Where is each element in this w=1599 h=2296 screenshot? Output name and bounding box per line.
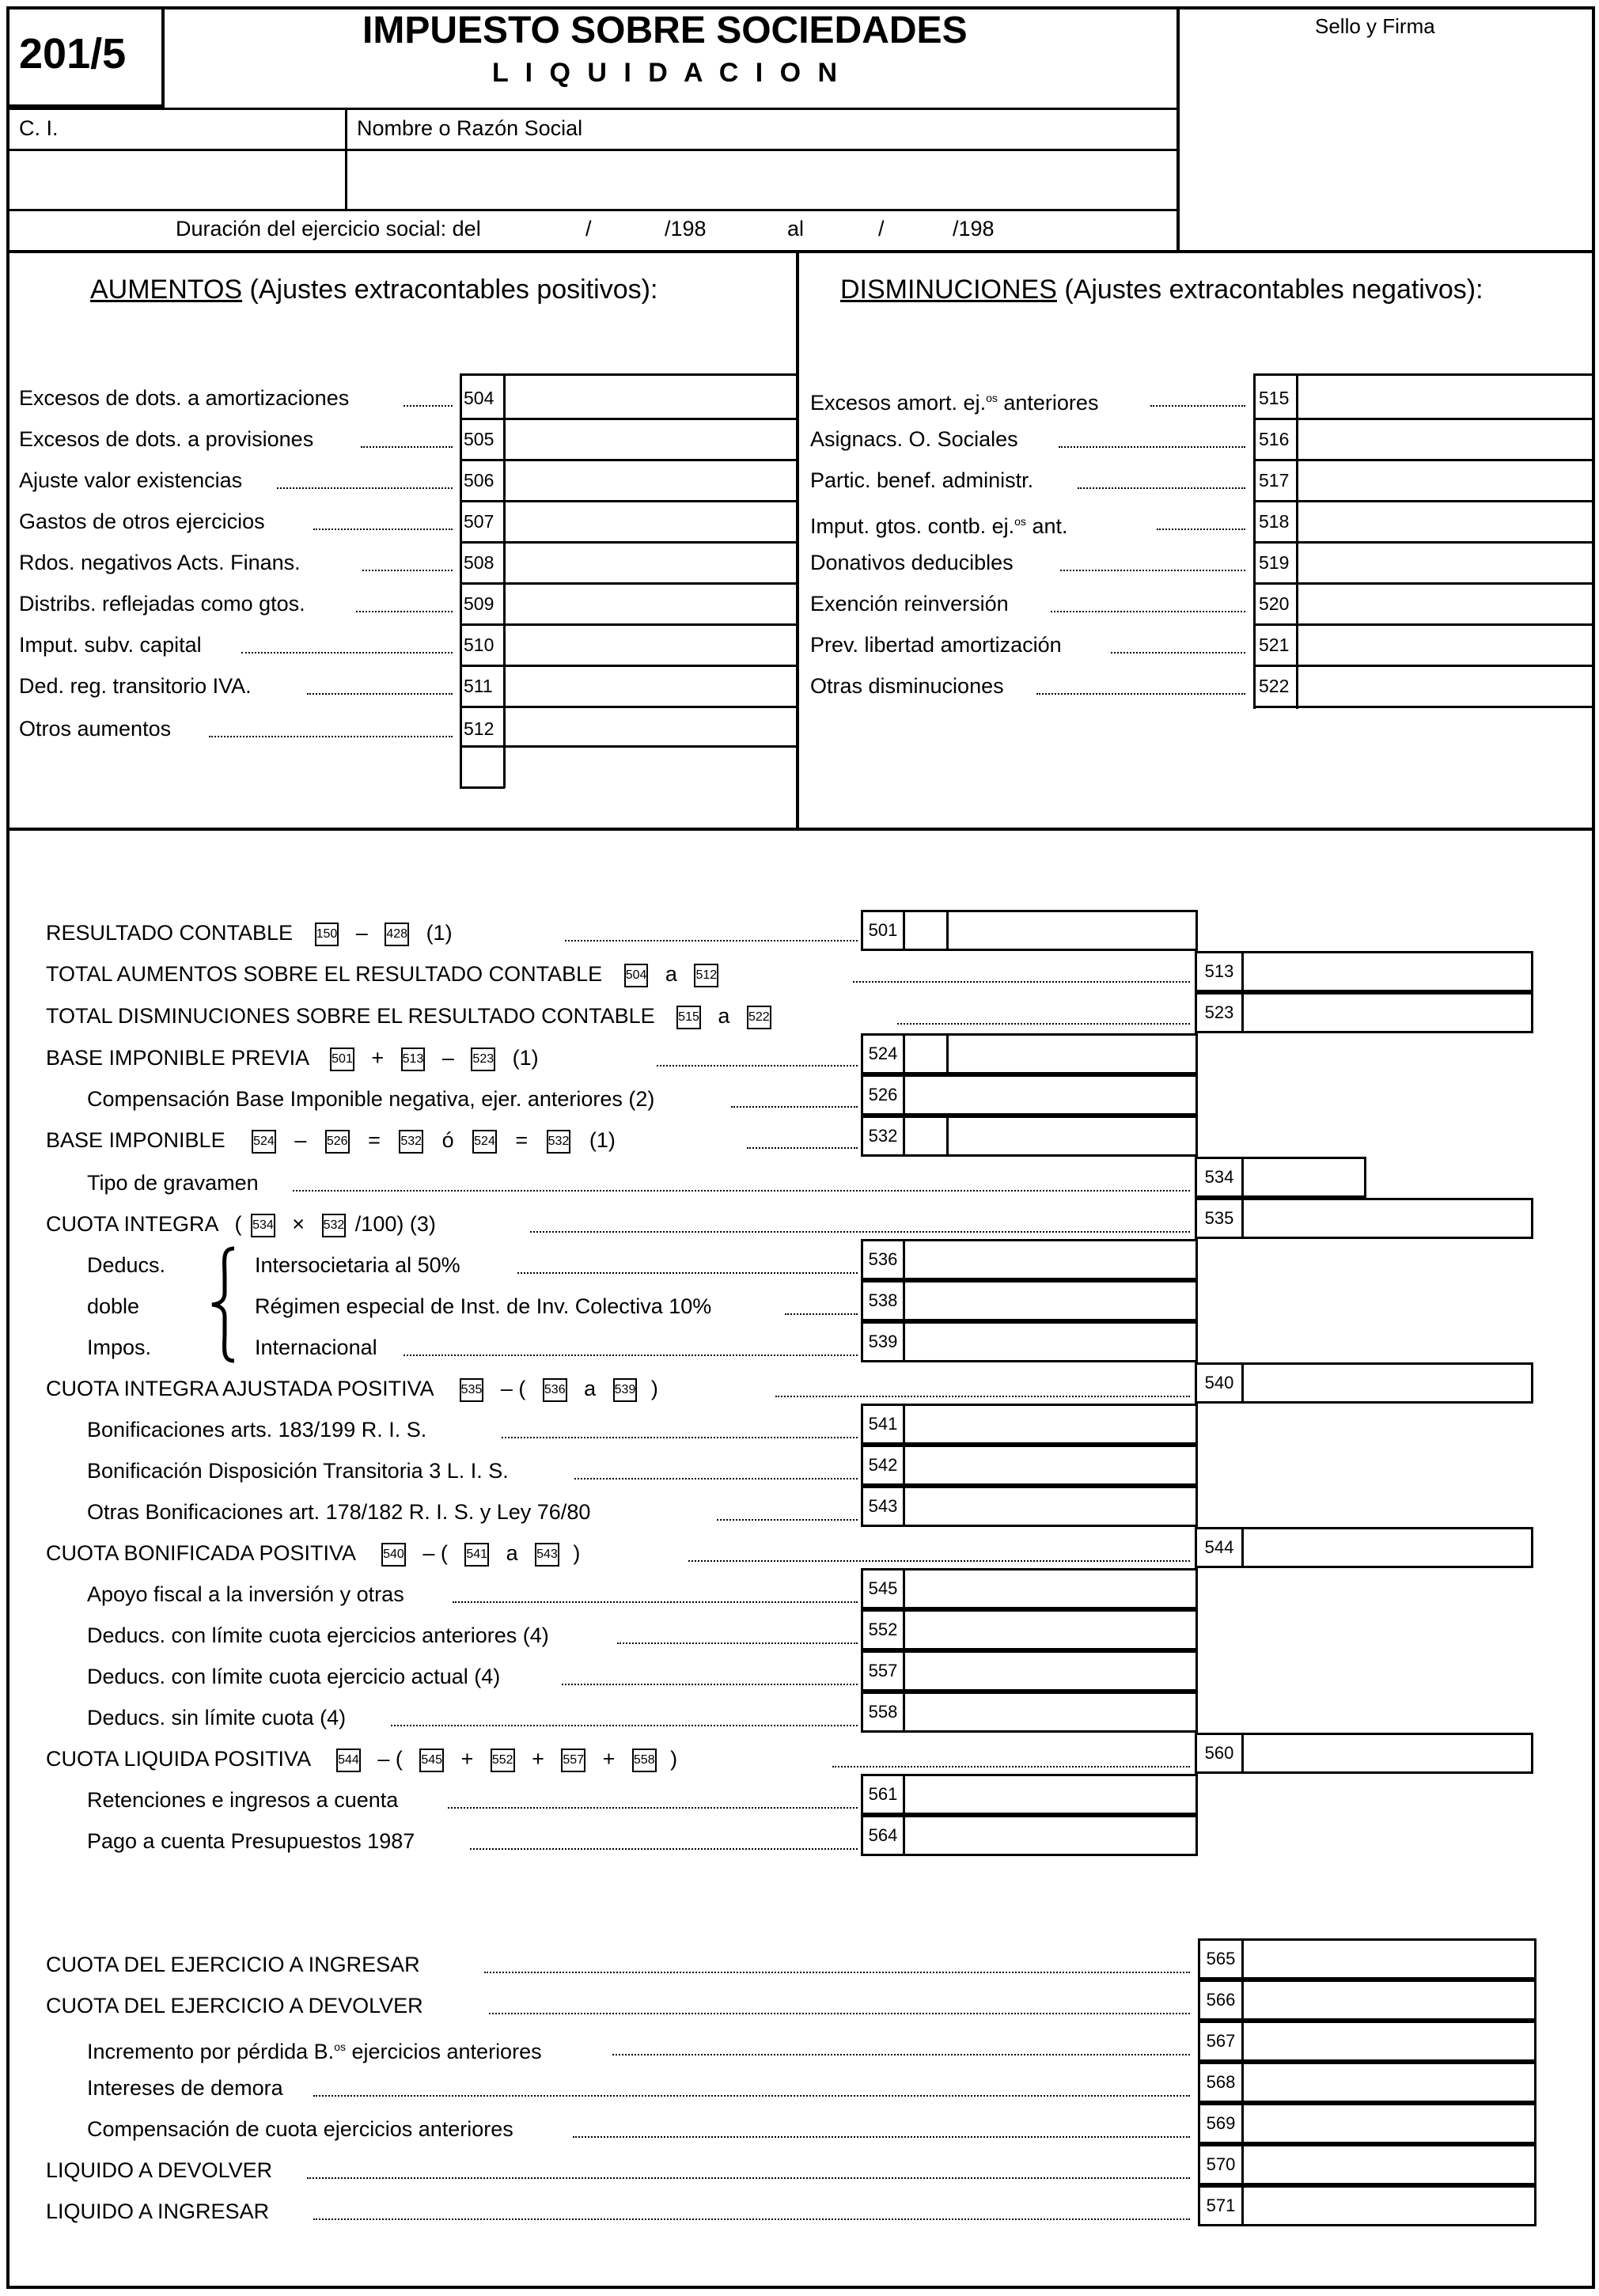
label-568: Intereses de demora	[87, 2076, 283, 2100]
leader-558	[391, 1725, 858, 1726]
code-571: 571	[1198, 2185, 1244, 2226]
ref-541: 541	[464, 1543, 489, 1567]
rule-512	[460, 745, 798, 748]
disminuciones-label-518: Imput. gtos. contb. ej.$^{os}$ ant.	[810, 514, 1068, 538]
code-561: 561	[861, 1774, 905, 1815]
code-520: 520	[1259, 593, 1290, 614]
tail-535: /100) (3)	[354, 1212, 436, 1236]
code-534: 534	[1195, 1157, 1244, 1198]
label-569: Compensación de cuota ejercicios anteriores	[87, 2117, 513, 2141]
disminuciones-label-516: Asignacs. O. Sociales	[810, 427, 1018, 451]
aumentos-label-510: Imput. subv. capital	[19, 633, 202, 657]
code-517: 517	[1259, 470, 1290, 491]
code-558: 558	[861, 1692, 905, 1733]
label-535	[46, 1211, 436, 1237]
name-field[interactable]	[350, 152, 1173, 207]
leader-535	[530, 1231, 1190, 1233]
field-524-b[interactable]	[946, 1033, 1198, 1074]
leader-564	[470, 1848, 858, 1850]
field-513[interactable]	[1241, 951, 1533, 992]
code-565: 565	[1198, 1938, 1244, 1980]
code-509: 509	[464, 593, 494, 614]
aumentos-bottom-rule	[460, 786, 505, 789]
leader-519	[1060, 570, 1245, 571]
name-rule	[6, 149, 1179, 151]
disminuciones-top-rule	[1253, 373, 1595, 376]
field-569[interactable]	[1241, 2103, 1536, 2144]
leader-543	[717, 1519, 858, 1521]
field-557[interactable]	[903, 1650, 1198, 1692]
leader-545	[453, 1601, 858, 1603]
code-541: 541	[861, 1404, 905, 1445]
seal-divider	[1177, 6, 1180, 250]
ref-504: 504	[624, 964, 649, 987]
aumentos-heading-rest: (Ajustes extracontables positivos):	[242, 275, 658, 305]
leader-516	[1059, 446, 1245, 448]
label-501-text: RESULTADO CONTABLE	[46, 921, 294, 945]
field-535[interactable]	[1241, 1198, 1533, 1239]
note-524: (1)	[512, 1046, 539, 1070]
field-545[interactable]	[903, 1568, 1198, 1609]
disminuciones-label-517: Partic. benef. administr.	[810, 468, 1034, 492]
ref-522: 522	[747, 1006, 771, 1029]
ci-divider	[345, 108, 347, 209]
code-516: 516	[1259, 429, 1290, 449]
op-524-2: –	[441, 1046, 454, 1070]
ref-532-a: 532	[399, 1130, 423, 1154]
ref-539: 539	[613, 1378, 638, 1402]
ref-540: 540	[381, 1543, 406, 1567]
header-rule	[6, 108, 1179, 110]
leader-524	[657, 1065, 858, 1067]
disminuciones-label-520: Exención reinversión	[810, 592, 1009, 616]
code-512: 512	[464, 718, 494, 739]
label-561: Retenciones e ingresos a cuenta	[87, 1788, 399, 1812]
label-540	[46, 1375, 658, 1402]
leader-538	[785, 1313, 858, 1315]
ref-150: 150	[315, 923, 339, 946]
leader-517	[1078, 487, 1245, 489]
code-545: 545	[861, 1568, 905, 1609]
field-543[interactable]	[903, 1486, 1198, 1527]
code-508: 508	[464, 552, 494, 573]
op-560: – (	[377, 1747, 403, 1771]
disminuciones-label-521: Prev. libertad amortización	[810, 633, 1062, 657]
leader-570	[307, 2177, 1190, 2179]
field-564[interactable]	[903, 1815, 1198, 1856]
leader-561	[448, 1807, 858, 1809]
code-552: 552	[861, 1609, 905, 1650]
leader-526	[731, 1106, 858, 1108]
a-544: a	[506, 1541, 518, 1565]
label-557: Deducs. con límite cuota ejercicio actual (4)	[87, 1665, 501, 1688]
field-512[interactable]	[506, 708, 796, 748]
code-532: 532	[861, 1116, 905, 1157]
label-571: LIQUIDO A INGRESAR	[46, 2199, 270, 2223]
leader-541	[502, 1437, 858, 1438]
field-541[interactable]	[903, 1404, 1198, 1445]
code-515: 515	[1259, 388, 1290, 408]
form-subtitle: L I Q U I D A C I O N	[492, 58, 843, 88]
adjustments-bottom-rule	[6, 828, 1595, 831]
code-519: 519	[1259, 552, 1290, 573]
label-564: Pago a cuenta Presupuestos 1987	[87, 1829, 415, 1853]
op-540: – (	[500, 1377, 526, 1400]
leader-505	[361, 446, 453, 448]
op-532-2: =	[368, 1128, 381, 1152]
aumentos-code-col-right	[503, 373, 506, 788]
op-532-1: –	[294, 1128, 307, 1152]
field-540[interactable]	[1241, 1362, 1533, 1404]
code-524: 524	[861, 1033, 905, 1074]
ref-557: 557	[561, 1749, 585, 1772]
aumentos-label-509: Distribs. reflejadas como gtos.	[19, 592, 305, 616]
ref-513: 513	[401, 1048, 426, 1071]
code-557: 557	[861, 1650, 905, 1692]
field-534[interactable]	[1241, 1157, 1366, 1198]
code-570: 570	[1198, 2144, 1244, 2185]
deducs-brace-icon	[207, 1245, 239, 1364]
disminuciones-label-522: Otras disminuciones	[810, 674, 1004, 698]
label-526: Compensación Base Imponible negativa, ejer. anteriores (2)	[87, 1087, 655, 1111]
close-560: )	[670, 1747, 678, 1771]
label-560-text: CUOTA LIQUIDA POSITIVA	[46, 1747, 310, 1771]
code-513: 513	[1195, 951, 1244, 992]
op-532-3: =	[515, 1128, 529, 1152]
field-524-a[interactable]	[903, 1033, 949, 1074]
field-517[interactable]	[1299, 461, 1590, 501]
leader-536	[517, 1272, 858, 1274]
adjustments-divider	[796, 252, 799, 829]
aumentos-label-504: Excesos de dots. a amortizaciones	[19, 386, 350, 410]
code-504: 504	[464, 388, 494, 408]
deducs-line-1: Deducs.	[87, 1253, 166, 1277]
aumentos-top-rule	[460, 373, 798, 376]
label-560	[46, 1745, 677, 1772]
aumentos-heading	[90, 274, 657, 305]
field-565[interactable]	[1241, 1938, 1536, 1980]
label-552: Deducs. con límite cuota ejercicios anteriores (4)	[87, 1623, 549, 1647]
seal-label: Sello y Firma	[1315, 14, 1435, 38]
code-505: 505	[464, 429, 494, 449]
leader-510	[241, 652, 453, 654]
leader-532	[747, 1147, 858, 1149]
leader-557	[562, 1684, 858, 1685]
code-544: 544	[1195, 1527, 1244, 1568]
code-501: 501	[861, 910, 905, 951]
field-511[interactable]	[506, 667, 796, 707]
label-513-text: TOTAL AUMENTOS SOBRE EL RESULTADO CONTABLE	[46, 962, 603, 986]
code-542: 542	[861, 1445, 905, 1486]
field-510[interactable]	[506, 626, 796, 665]
leader-552	[617, 1642, 858, 1644]
field-523[interactable]	[1241, 992, 1533, 1033]
rule-522	[1253, 706, 1595, 708]
label-539: Internacional	[255, 1336, 377, 1359]
code-535: 535	[1195, 1198, 1244, 1239]
label-558: Deducs. sin límite cuota (4)	[87, 1706, 347, 1730]
aumentos-label-505: Excesos de dots. a provisiones	[19, 427, 314, 451]
ref-545: 545	[419, 1749, 444, 1772]
ref-558: 558	[632, 1749, 657, 1772]
field-526[interactable]	[903, 1074, 1198, 1116]
label-565: CUOTA DEL EJERCICIO A INGRESAR	[46, 1953, 420, 1976]
note-532: (1)	[589, 1128, 616, 1152]
disminuciones-label-519: Donativos deducibles	[810, 551, 1014, 574]
aumentos-heading-underlined: AUMENTOS	[90, 275, 243, 305]
aumentos-code-col-left	[460, 373, 462, 788]
code-539: 539	[861, 1321, 905, 1362]
plus-560-3: +	[602, 1747, 616, 1771]
duration-slash-1: /	[585, 217, 592, 241]
field-542[interactable]	[903, 1445, 1198, 1486]
or-532: ó	[441, 1128, 454, 1152]
model-number: 201/5	[19, 30, 127, 78]
field-504[interactable]	[506, 377, 796, 416]
label-513	[46, 960, 722, 987]
a-540: a	[584, 1377, 597, 1400]
label-532-text: BASE IMPONIBLE	[46, 1128, 225, 1152]
op-535: ×	[292, 1212, 305, 1236]
ref-512: 512	[694, 964, 718, 987]
label-570: LIQUIDO A DEVOLVER	[46, 2158, 273, 2182]
ref-524-a: 524	[252, 1130, 276, 1154]
leader-515	[1150, 405, 1245, 407]
field-571[interactable]	[1241, 2185, 1536, 2226]
field-558[interactable]	[903, 1692, 1198, 1733]
leader-508	[362, 570, 453, 571]
op-524-1: +	[371, 1046, 385, 1070]
field-520[interactable]	[1299, 585, 1590, 624]
label-540-text: CUOTA INTEGRA AJUSTADA POSITIVA	[46, 1377, 434, 1400]
ref-532-c: 532	[322, 1214, 347, 1237]
ref-544: 544	[336, 1749, 361, 1772]
label-523-text: TOTAL DISMINUCIONES SOBRE EL RESULTADO CONTABLE	[46, 1004, 655, 1028]
leader-522	[1036, 693, 1245, 695]
ref-534: 534	[251, 1214, 275, 1237]
field-538[interactable]	[903, 1280, 1198, 1321]
field-560[interactable]	[1241, 1733, 1533, 1774]
deducs-line-3: Impos.	[87, 1336, 152, 1359]
field-536[interactable]	[903, 1239, 1198, 1280]
plus-560-2: +	[532, 1747, 544, 1771]
code-543: 543	[861, 1486, 905, 1527]
leader-520	[1051, 611, 1245, 612]
field-507[interactable]	[506, 502, 796, 542]
field-566[interactable]	[1241, 1980, 1536, 2021]
label-544-text: CUOTA BONIFICADA POSITIVA	[46, 1541, 355, 1565]
field-532-a[interactable]	[903, 1116, 949, 1157]
note-501: (1)	[426, 921, 453, 945]
field-519[interactable]	[1299, 544, 1590, 583]
leader-569	[573, 2136, 1190, 2138]
field-509[interactable]	[506, 585, 796, 624]
leader-567	[612, 2054, 1190, 2055]
field-567[interactable]	[1241, 2021, 1536, 2062]
op-501: –	[355, 921, 368, 945]
field-561[interactable]	[903, 1774, 1198, 1815]
leader-568	[313, 2095, 1190, 2097]
label-566: CUOTA DEL EJERCICIO A DEVOLVER	[46, 1994, 423, 2018]
aumentos-label-506: Ajuste valor existencias	[19, 468, 243, 492]
ref-543: 543	[535, 1543, 559, 1567]
label-524-text: BASE IMPONIBLE PREVIA	[46, 1046, 309, 1070]
leader-518	[1157, 529, 1245, 530]
code-522: 522	[1259, 676, 1290, 696]
leader-507	[313, 529, 453, 530]
leader-521	[1111, 652, 1245, 654]
ref-532-b: 532	[547, 1130, 571, 1154]
name-label: Nombre o Razón Social	[357, 116, 583, 140]
leader-565	[484, 1972, 1190, 1973]
header-bottom-rule	[6, 250, 1595, 253]
label-543: Otras Bonificaciones art. 178/182 R. I. S. y Ley 76/80	[87, 1500, 591, 1524]
leader-523	[897, 1023, 1190, 1025]
aumentos-label-508: Rdos. negativos Acts. Finans.	[19, 551, 301, 574]
code-523: 523	[1195, 992, 1244, 1033]
label-542: Bonificación Disposición Transitoria 3 L. I. S.	[87, 1459, 509, 1483]
code-526: 526	[861, 1074, 905, 1116]
field-539[interactable]	[903, 1321, 1198, 1362]
open-535: (	[234, 1212, 242, 1236]
leader-513	[853, 981, 1190, 983]
leader-539	[404, 1354, 858, 1356]
field-521[interactable]	[1299, 626, 1590, 665]
ref-536: 536	[543, 1378, 567, 1402]
label-545: Apoyo fiscal a la inversión y otras	[87, 1582, 404, 1606]
code-536: 536	[861, 1239, 905, 1280]
plus-560-1: +	[460, 1747, 474, 1771]
leader-511	[307, 693, 453, 695]
leader-542	[574, 1478, 858, 1480]
duration-year-1: /198	[665, 217, 707, 241]
code-506: 506	[464, 470, 494, 491]
field-501-a[interactable]	[903, 910, 949, 951]
code-564: 564	[861, 1815, 905, 1856]
code-510: 510	[464, 635, 494, 655]
code-567: 567	[1198, 2021, 1244, 2062]
field-544[interactable]	[1241, 1527, 1533, 1568]
field-522[interactable]	[1299, 667, 1590, 707]
field-518[interactable]	[1299, 502, 1590, 542]
field-552[interactable]	[903, 1609, 1198, 1650]
leader-544	[688, 1560, 1190, 1562]
field-568[interactable]	[1241, 2062, 1536, 2103]
ci-label: C. I.	[19, 116, 59, 140]
label-523	[46, 1002, 775, 1029]
label-534: Tipo de gravamen	[87, 1171, 259, 1195]
code-568: 568	[1198, 2062, 1244, 2103]
label-538: Régimen especial de Inst. de Inv. Colectiva 10%	[255, 1294, 712, 1318]
leader-571	[313, 2218, 1190, 2220]
op-544: – (	[422, 1541, 448, 1565]
disminuciones-heading-rest: (Ajustes extracontables negativos):	[1056, 275, 1483, 305]
code-538: 538	[861, 1280, 905, 1321]
code-569: 569	[1198, 2103, 1244, 2144]
ci-field[interactable]	[9, 152, 342, 207]
leader-540	[775, 1396, 1190, 1397]
label-532	[46, 1127, 616, 1154]
code-566: 566	[1198, 1980, 1244, 2021]
code-507: 507	[464, 511, 494, 532]
label-536: Intersocietaria al 50%	[255, 1253, 460, 1277]
duration-slash-2: /	[878, 217, 885, 241]
field-505[interactable]	[506, 420, 796, 460]
ref-515: 515	[676, 1006, 701, 1029]
code-521: 521	[1259, 635, 1290, 655]
op-523: a	[718, 1004, 730, 1028]
field-532-b[interactable]	[946, 1116, 1198, 1157]
code-560: 560	[1195, 1733, 1244, 1774]
label-544	[46, 1540, 580, 1567]
close-540: )	[650, 1377, 658, 1400]
field-506[interactable]	[506, 461, 796, 501]
label-567: Incremento por pérdida B.$^{os}$ ejercicios anteriores	[87, 2040, 542, 2063]
leader-512	[209, 736, 453, 737]
leader-560	[832, 1766, 1190, 1767]
ref-535: 535	[460, 1378, 484, 1402]
op-513: a	[665, 962, 677, 986]
form-title: IMPUESTO SOBRE SOCIEDADES	[362, 9, 968, 51]
field-515[interactable]	[1299, 377, 1590, 416]
disminuciones-heading	[840, 274, 1483, 305]
leader-506	[277, 487, 453, 489]
field-508[interactable]	[506, 544, 796, 583]
aumentos-label-511: Ded. reg. transitorio IVA.	[19, 674, 252, 698]
code-540: 540	[1195, 1362, 1244, 1404]
ref-552: 552	[491, 1749, 515, 1772]
leader-566	[489, 2013, 1190, 2014]
duration-rule	[6, 209, 1179, 211]
label-541: Bonificaciones arts. 183/199 R. I. S.	[87, 1418, 427, 1442]
field-570[interactable]	[1241, 2144, 1536, 2185]
close-544: )	[573, 1541, 581, 1565]
disminuciones-label-515: Excesos amort. ej.$^{os}$ anteriores	[810, 391, 1099, 415]
label-524	[46, 1044, 539, 1071]
label-501	[46, 919, 453, 946]
duration-label: Duración del ejercicio social: del	[176, 217, 481, 241]
deducs-line-2: doble	[87, 1294, 140, 1318]
duration-al: al	[787, 217, 805, 241]
ref-501: 501	[330, 1048, 354, 1071]
label-535-text: CUOTA INTEGRA	[46, 1212, 218, 1236]
leader-534	[293, 1190, 1190, 1192]
disminuciones-heading-underlined: DISMINUCIONES	[840, 275, 1057, 305]
ref-428: 428	[385, 923, 409, 946]
ref-526: 526	[325, 1130, 350, 1154]
ref-524-b: 524	[472, 1130, 497, 1154]
field-516[interactable]	[1299, 420, 1590, 460]
duration-year-2: /198	[953, 217, 995, 241]
aumentos-label-512: Otros aumentos	[19, 717, 172, 741]
ref-523: 523	[471, 1048, 495, 1071]
aumentos-label-507: Gastos de otros ejercicios	[19, 510, 265, 533]
code-518: 518	[1259, 511, 1290, 532]
field-501-b[interactable]	[946, 910, 1198, 951]
leader-509	[356, 611, 453, 612]
leader-504	[404, 405, 453, 407]
leader-501	[565, 940, 858, 942]
code-511: 511	[464, 676, 493, 696]
